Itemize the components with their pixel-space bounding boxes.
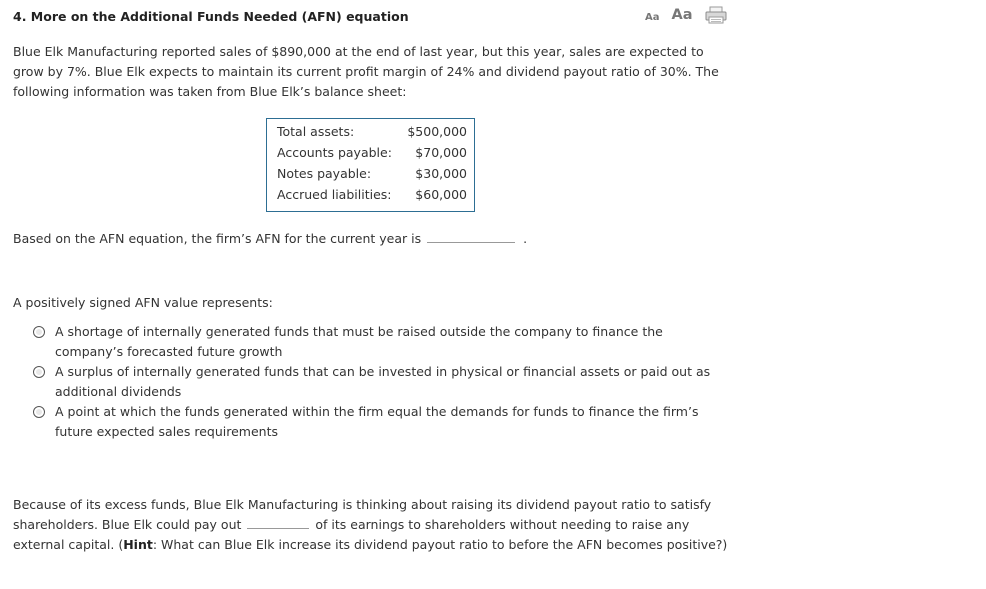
radio-button[interactable]: [33, 406, 45, 418]
payout-text-2: of its earnings to shareholders without needing to raise any external capital. (: [13, 517, 690, 552]
hint-text: : What can Blue Elk increase its dividend payout ratio to before the AFN becomes positive?): [152, 537, 728, 552]
payout-question: [13, 495, 738, 555]
row-label: Total assets:: [277, 124, 355, 139]
text-tools: [645, 6, 727, 24]
afn-question: [13, 229, 738, 249]
row-label: Notes payable:: [277, 166, 372, 181]
row-value: $30,000: [415, 166, 467, 181]
balance-sheet-table: [266, 118, 475, 212]
text-size-large-button[interactable]: Aa: [671, 7, 693, 23]
afn-question-end: .: [523, 231, 528, 246]
afn-meaning-prompt: A positively signed AFN value represents:: [13, 295, 273, 310]
radio-button[interactable]: [33, 366, 45, 378]
afn-meaning-options: [33, 322, 733, 442]
payout-text-1: Because of its excess funds, Blue Elk Manufacturing is thinking about raising its dividend payout ratio to satisfy shareholders. Blue Elk could pay out: [13, 497, 712, 532]
option-label: A surplus of internally generated funds that can be invested in physical or financial assets or paid out as additional dividends: [55, 364, 711, 399]
list-item[interactable]: [33, 322, 733, 362]
table-row: [277, 187, 467, 207]
text-size-small-button[interactable]: Aa: [645, 11, 660, 23]
printer-icon[interactable]: [705, 6, 727, 24]
row-label: Accounts payable:: [277, 145, 392, 160]
hint-label: Hint: [123, 537, 153, 552]
row-label: Accrued liabilities:: [277, 187, 392, 202]
row-value: $500,000: [407, 124, 467, 139]
row-value: $60,000: [415, 187, 467, 202]
table-row: [277, 145, 467, 165]
question-title: 4. More on the Additional Funds Needed (AFN) equation: [13, 9, 409, 24]
afn-answer-dropdown[interactable]: [427, 230, 515, 243]
row-value: $70,000: [415, 145, 467, 160]
radio-button[interactable]: [33, 326, 45, 338]
option-label: A point at which the funds generated within the firm equal the demands for funds to finance the firm’s future expected sales requirements: [55, 404, 699, 439]
table-row: [277, 166, 467, 186]
list-item[interactable]: [33, 362, 733, 402]
option-label: A shortage of internally generated funds that must be raised outside the company to finance the company’s forecasted future growth: [55, 324, 663, 359]
intro-paragraph: Blue Elk Manufacturing reported sales of $890,000 at the end of last year, but this year, sales are expected to grow by 7%. Blue Elk expects to maintain its current profit margin of 24% and dividend payout ratio of 30%. The following information was taken from Blue Elk’s balance sheet:: [13, 44, 719, 99]
payout-answer-dropdown[interactable]: [247, 516, 309, 529]
list-item[interactable]: [33, 402, 733, 442]
afn-question-text: Based on the AFN equation, the firm’s AFN for the current year is: [13, 231, 422, 246]
table-row: [277, 124, 467, 144]
